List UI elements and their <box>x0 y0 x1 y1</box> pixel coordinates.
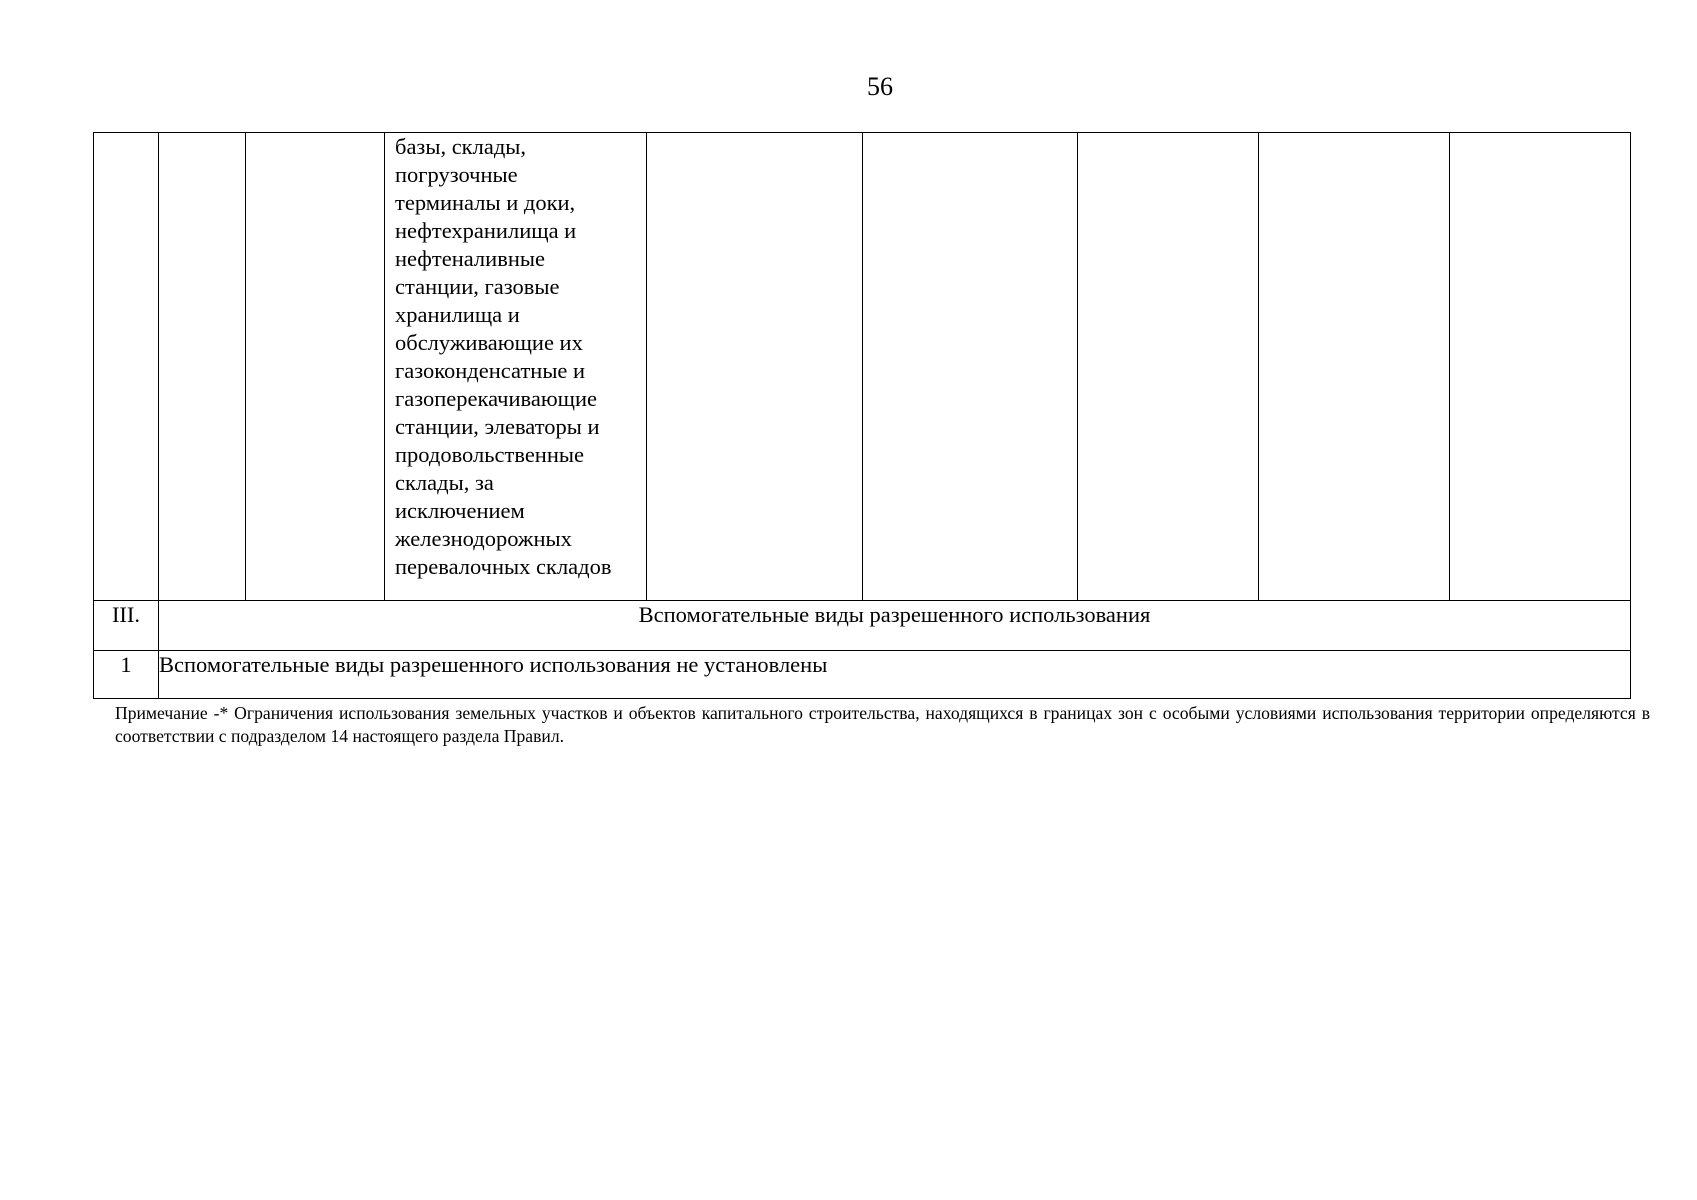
page-number: 56 <box>867 72 893 101</box>
table-cell-number <box>94 133 159 601</box>
table-cell-param-5 <box>1450 133 1631 601</box>
table-cell-param-1 <box>647 133 863 601</box>
table-cell-param-3 <box>1078 133 1259 601</box>
table-cell-param-2 <box>863 133 1078 601</box>
item-number: 1 <box>94 651 159 699</box>
table-row-continued <box>94 133 1631 601</box>
table-cell-param-4 <box>1259 133 1450 601</box>
description-text: базы, склады, погрузочные терминалы и доки, нефтехранилища и нефтеналивные станции, газовые хранилища и обслуживающие их газоконденсатные и газоперекачивающие станции, элеваторы и продовольственные склады, за исключением железнодорожных перевалочных складов <box>395 134 612 579</box>
footnote: Примечание -* Ограничения использования земельных участков и объектов капитального строительства, находящихся в границах зон с особыми условиями использования территории определяются в соответствии с подразделом 14 настоящего раздела Правил. <box>115 703 1650 746</box>
item-text: Вспомогательные виды разрешенного использования не установлены <box>159 651 1631 699</box>
table-row-section <box>94 601 1631 651</box>
table-cell-name <box>246 133 385 601</box>
table-cell-code <box>159 133 246 601</box>
section-title: Вспомогательные виды разрешенного использования <box>159 601 1631 651</box>
table-row-item <box>94 651 1631 699</box>
table-cell-description <box>385 133 647 601</box>
land-use-table <box>93 132 1631 699</box>
section-number: III. <box>94 601 159 651</box>
